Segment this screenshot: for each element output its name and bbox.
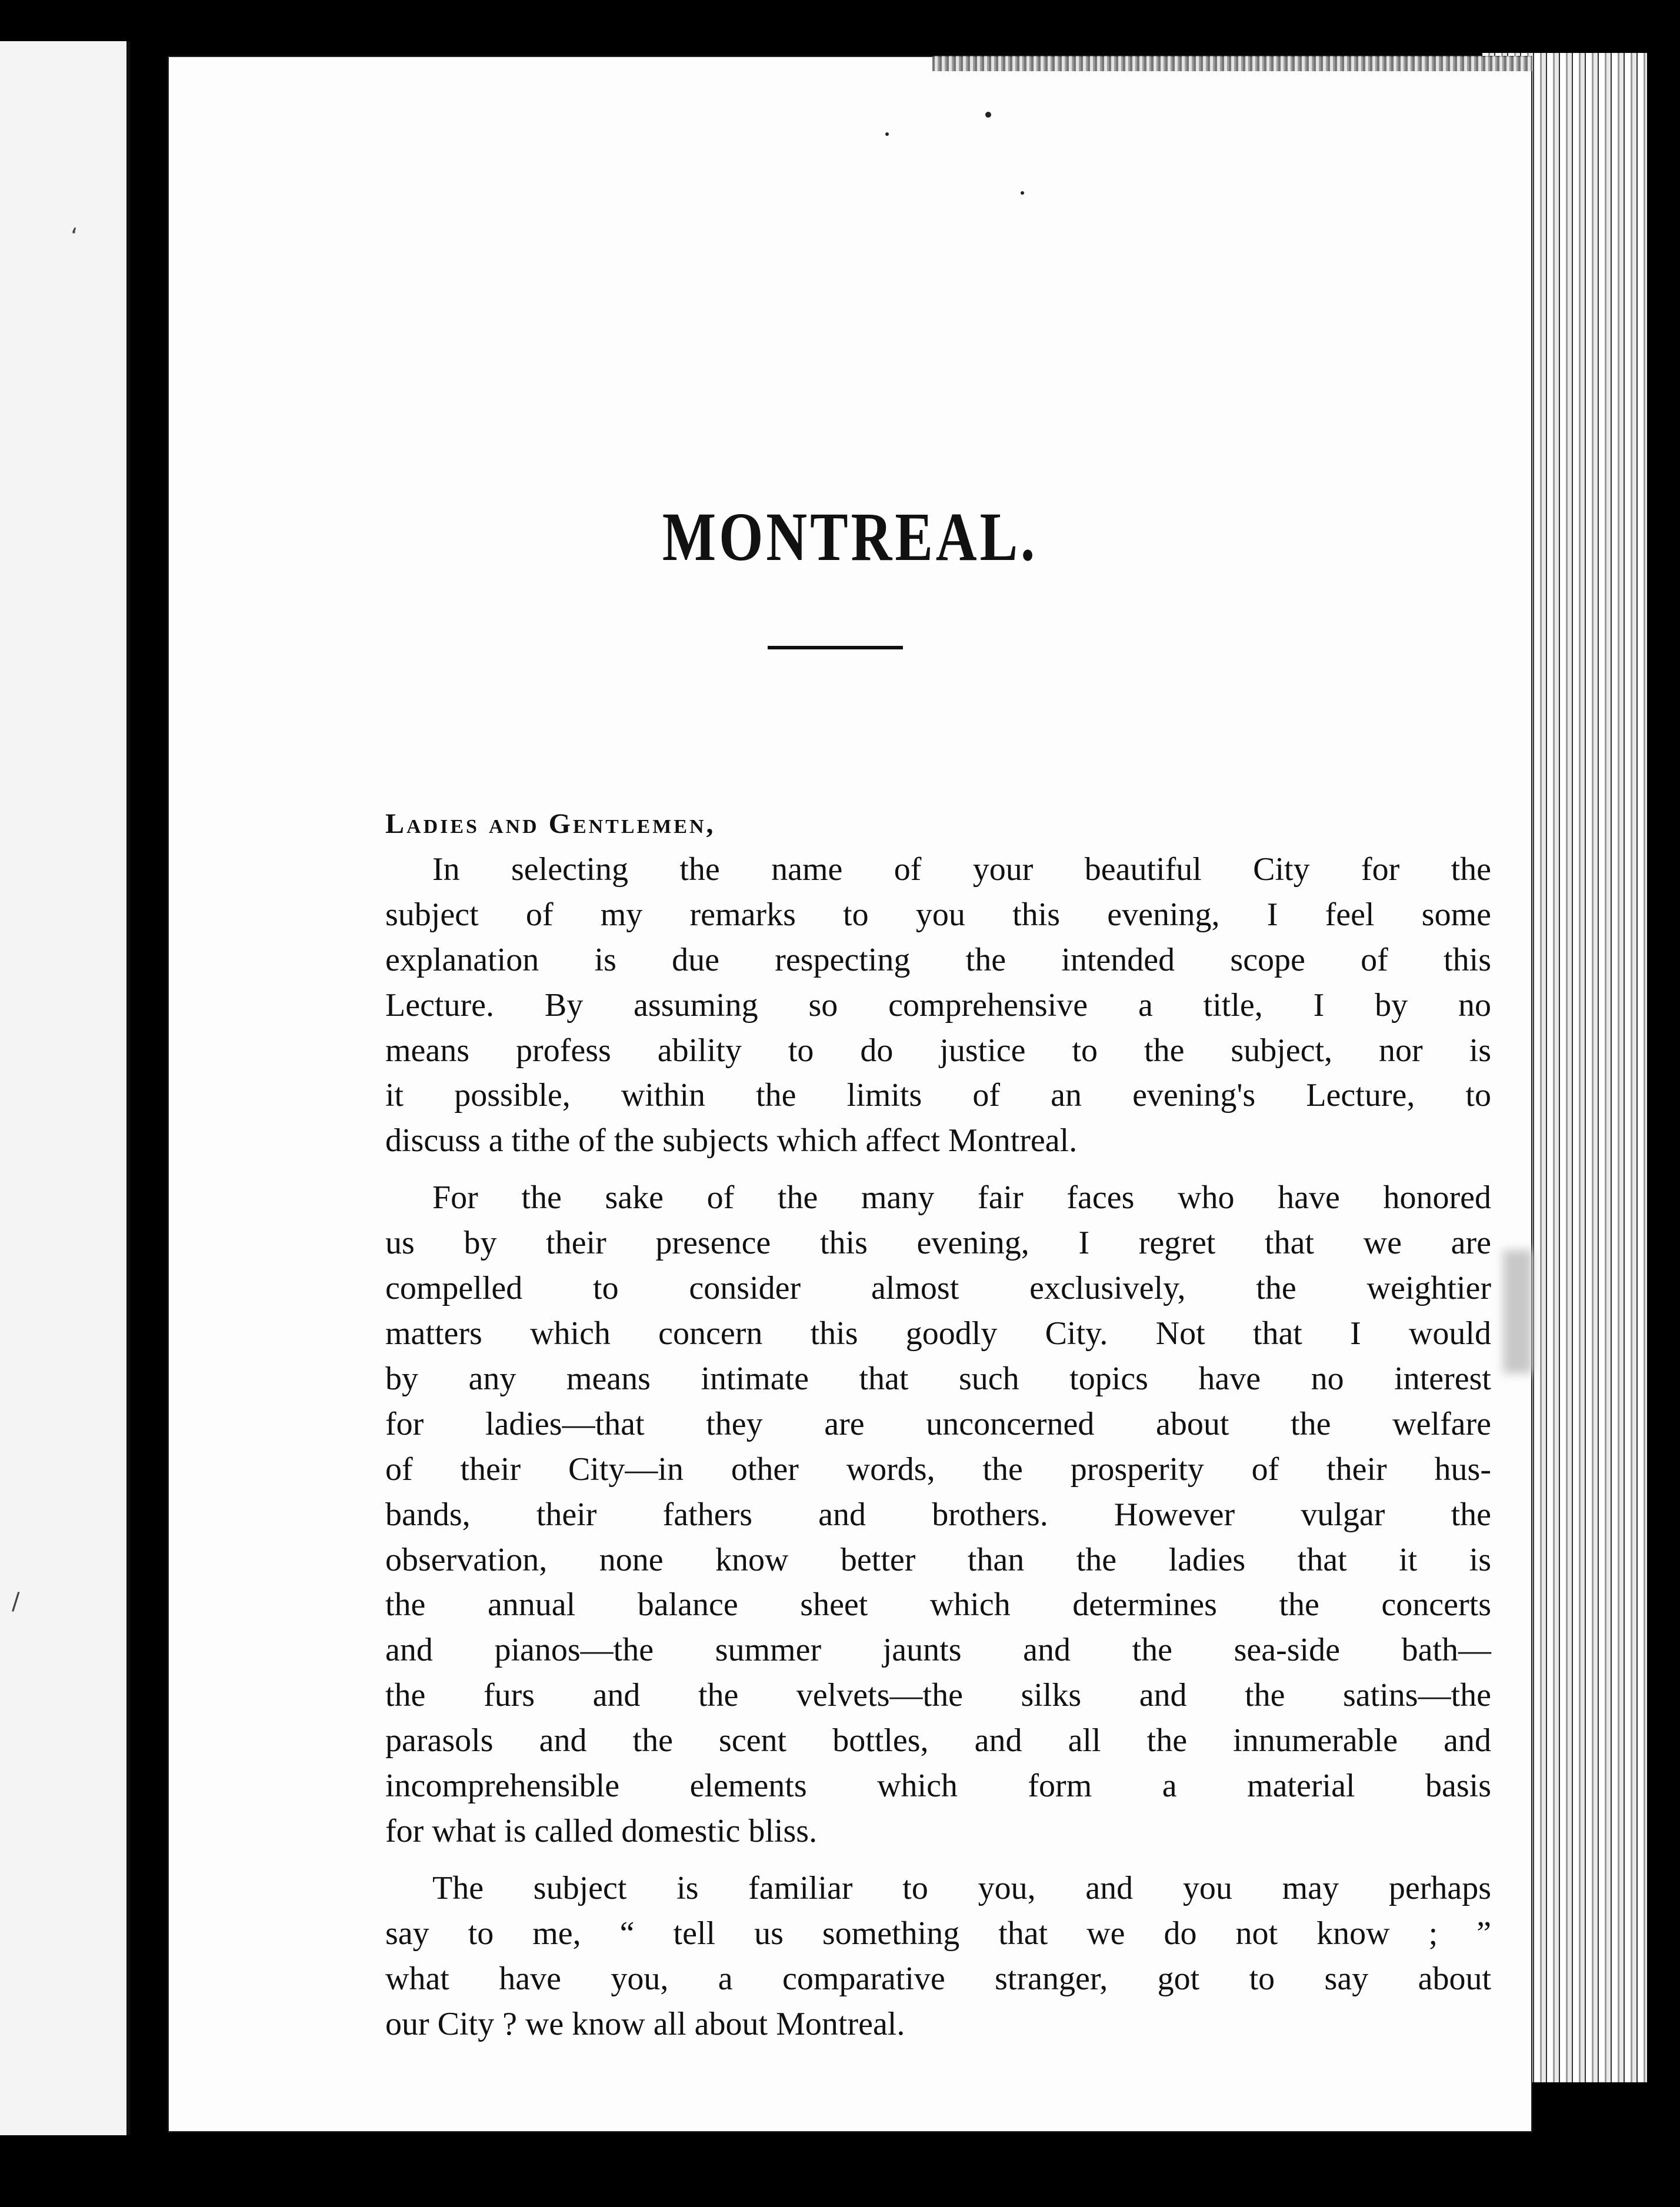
text-line: for what is called domestic bliss. bbox=[385, 1812, 818, 1849]
text-line: of their City—in other words, the prosperity of their hus- bbox=[385, 1451, 1491, 1488]
paragraph bbox=[385, 1175, 1491, 1854]
paragraph bbox=[385, 847, 1491, 1163]
text-line: for ladies—that they are unconcerned about the welfare bbox=[385, 1405, 1491, 1442]
text-line: Lecture. By assuming so comprehensive a title, I by no bbox=[385, 986, 1491, 1024]
ink-speck bbox=[885, 132, 889, 136]
body-text bbox=[385, 802, 1491, 2046]
salutation: Ladies and Gentlemen, bbox=[385, 808, 716, 839]
text-line: our City ? we know all about Montreal. bbox=[385, 2005, 905, 2042]
text-line: subject of my remarks to you this evening, I feel some bbox=[385, 896, 1491, 933]
paragraph bbox=[385, 1866, 1491, 2047]
text-line: by any means intimate that such topics have no interest bbox=[385, 1360, 1491, 1397]
text-line: discuss a tithe of the subjects which affect Montreal. bbox=[385, 1122, 1078, 1159]
text-line: explanation is due respecting the intended scope of this bbox=[385, 941, 1491, 978]
page-shadow bbox=[1503, 1250, 1532, 1373]
book-page bbox=[168, 56, 1532, 2132]
text-line: bands, their fathers and brothers. However vulgar the bbox=[385, 1496, 1491, 1533]
page-title: MONTREAL. bbox=[662, 498, 1038, 575]
text-line: means profess ability to do justice to the subject, nor is bbox=[385, 1032, 1491, 1069]
margin-mark: / bbox=[12, 1588, 20, 1615]
text-line: In selecting the name of your beautiful City for the bbox=[432, 851, 1491, 888]
text-line: us by their presence this evening, I regret that we are bbox=[385, 1225, 1491, 1262]
page-top-edge bbox=[932, 56, 1532, 71]
text-line: matters which concern this goodly City. Not that I would bbox=[385, 1315, 1491, 1352]
text-line: the furs and the velvets—the silks and the satins—the bbox=[385, 1677, 1491, 1714]
text-line: compelled to consider almost exclusively, the weightier bbox=[385, 1270, 1491, 1307]
text-line: say to me, “ tell us something that we do not know ; ” bbox=[385, 1915, 1491, 1952]
text-line: observation, none know better than the ladies that it is bbox=[385, 1541, 1491, 1578]
ink-speck bbox=[1021, 191, 1024, 195]
text-line: parasols and the scent bottles, and all the innumerable and bbox=[385, 1722, 1491, 1759]
text-line: incomprehensible elements which form a material basis bbox=[385, 1768, 1491, 1805]
text-line: the annual balance sheet which determines the concerts bbox=[385, 1586, 1491, 1623]
title-rule bbox=[768, 646, 903, 649]
margin-mark: ‘ bbox=[71, 224, 78, 251]
facing-page-edge bbox=[0, 41, 130, 2135]
text-line: it possible, within the limits of an evening's Lecture, to bbox=[385, 1077, 1491, 1114]
text-line: For the sake of the many fair faces who have honored bbox=[432, 1179, 1491, 1216]
ink-speck bbox=[985, 112, 991, 118]
text-line: what have you, a comparative stranger, got to say about bbox=[385, 1960, 1491, 1997]
text-line: The subject is familiar to you, and you may perhaps bbox=[432, 1869, 1491, 1906]
text-line: and pianos—the summer jaunts and the sea-side bath— bbox=[385, 1632, 1491, 1669]
